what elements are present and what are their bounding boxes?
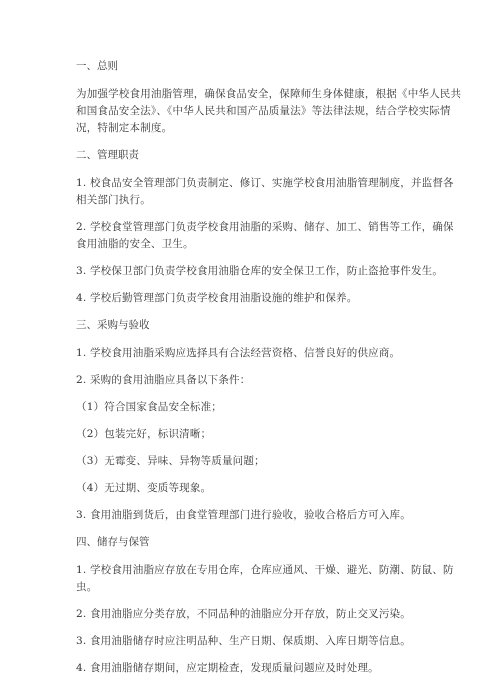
section (76, 147, 454, 307)
text-line: 3. 食用油脂储存时应注明品种、生产日期、保质期、入库日期等信息。 (76, 635, 411, 647)
text-line: 2. 学校食堂管理部门负责学校食用油脂的采购、储存、加工、销售等工作，确保 (76, 221, 454, 233)
text-line: 况，特制定本制度。 (76, 122, 173, 134)
document-page (76, 58, 462, 687)
text-line: 3. 食用油脂到货后，由食堂管理部门进行验收，验收合格后方可入库。 (76, 509, 411, 521)
section (76, 317, 436, 524)
text-line: 为加强学校食用油脂管理，确保食品安全，保障师生身体健康，根据《中华人民共 (76, 88, 462, 100)
text-line: 1. 学校食用油脂应存放在专用仓库，仓库应通风、干燥、避光、防潮、防鼠、防 (76, 564, 454, 576)
paragraph (76, 660, 436, 677)
section-heading: 一、总则 (76, 60, 118, 72)
paragraph (76, 219, 454, 253)
paragraph (76, 606, 436, 623)
text-line: （2）包装完好，标识清晰； (76, 428, 212, 440)
paragraph (76, 290, 436, 307)
text-line: 2. 采购的食用油脂应具备以下条件： (76, 374, 251, 386)
text-line: 4. 食用油脂储存期间，应定期检查，发现质量问题应及时处理。 (76, 662, 379, 674)
text-line: （1）符合国家食品安全标准； (76, 401, 222, 413)
paragraph (76, 263, 444, 280)
section (76, 534, 454, 677)
paragraph (76, 426, 436, 443)
text-line: 和国食品安全法》、《中华人民共和国产品质量法》等法律法规，结合学校实际情 (76, 105, 451, 117)
section-heading: 三、采购与验收 (76, 319, 150, 331)
paragraph (76, 175, 454, 209)
section-heading: 四、储存与保管 (76, 536, 150, 548)
paragraph (76, 633, 436, 650)
paragraph (76, 562, 454, 596)
section-heading: 二、管理职责 (76, 149, 139, 161)
paragraph (76, 86, 462, 137)
text-line: 1. 学校食用油脂采购应选择具有合法经营资格、信誉良好的供应商。 (76, 347, 401, 359)
paragraph (76, 372, 436, 389)
text-line: （4）无过期、变质等现象。 (76, 482, 212, 494)
paragraph (76, 480, 436, 497)
text-line: 1. 校食品安全管理部门负责制定、修订、实施学校食用油脂管理制度，并监督各 (76, 177, 454, 189)
text-line: 食用油脂的安全、卫生。 (76, 238, 194, 250)
text-line: 4. 学校后勤管理部门负责学校食用油脂设施的维护和保养。 (76, 292, 358, 304)
text-line: 相关部门执行。 (76, 194, 151, 206)
paragraph (76, 453, 436, 470)
paragraph (76, 345, 436, 362)
text-line: 2. 食用油脂应分类存放，不同品种的油脂应分开存放，防止交叉污染。 (76, 608, 411, 620)
paragraph (76, 507, 436, 524)
text-line: 3. 学校保卫部门负责学校食用油脂仓库的安全保卫工作，防止盗抢事件发生。 (76, 265, 444, 277)
paragraph (76, 399, 436, 416)
section (76, 58, 462, 137)
text-line: （3）无霉变、异味、异物等质量问题； (76, 455, 265, 467)
text-line: 虫。 (76, 581, 98, 593)
